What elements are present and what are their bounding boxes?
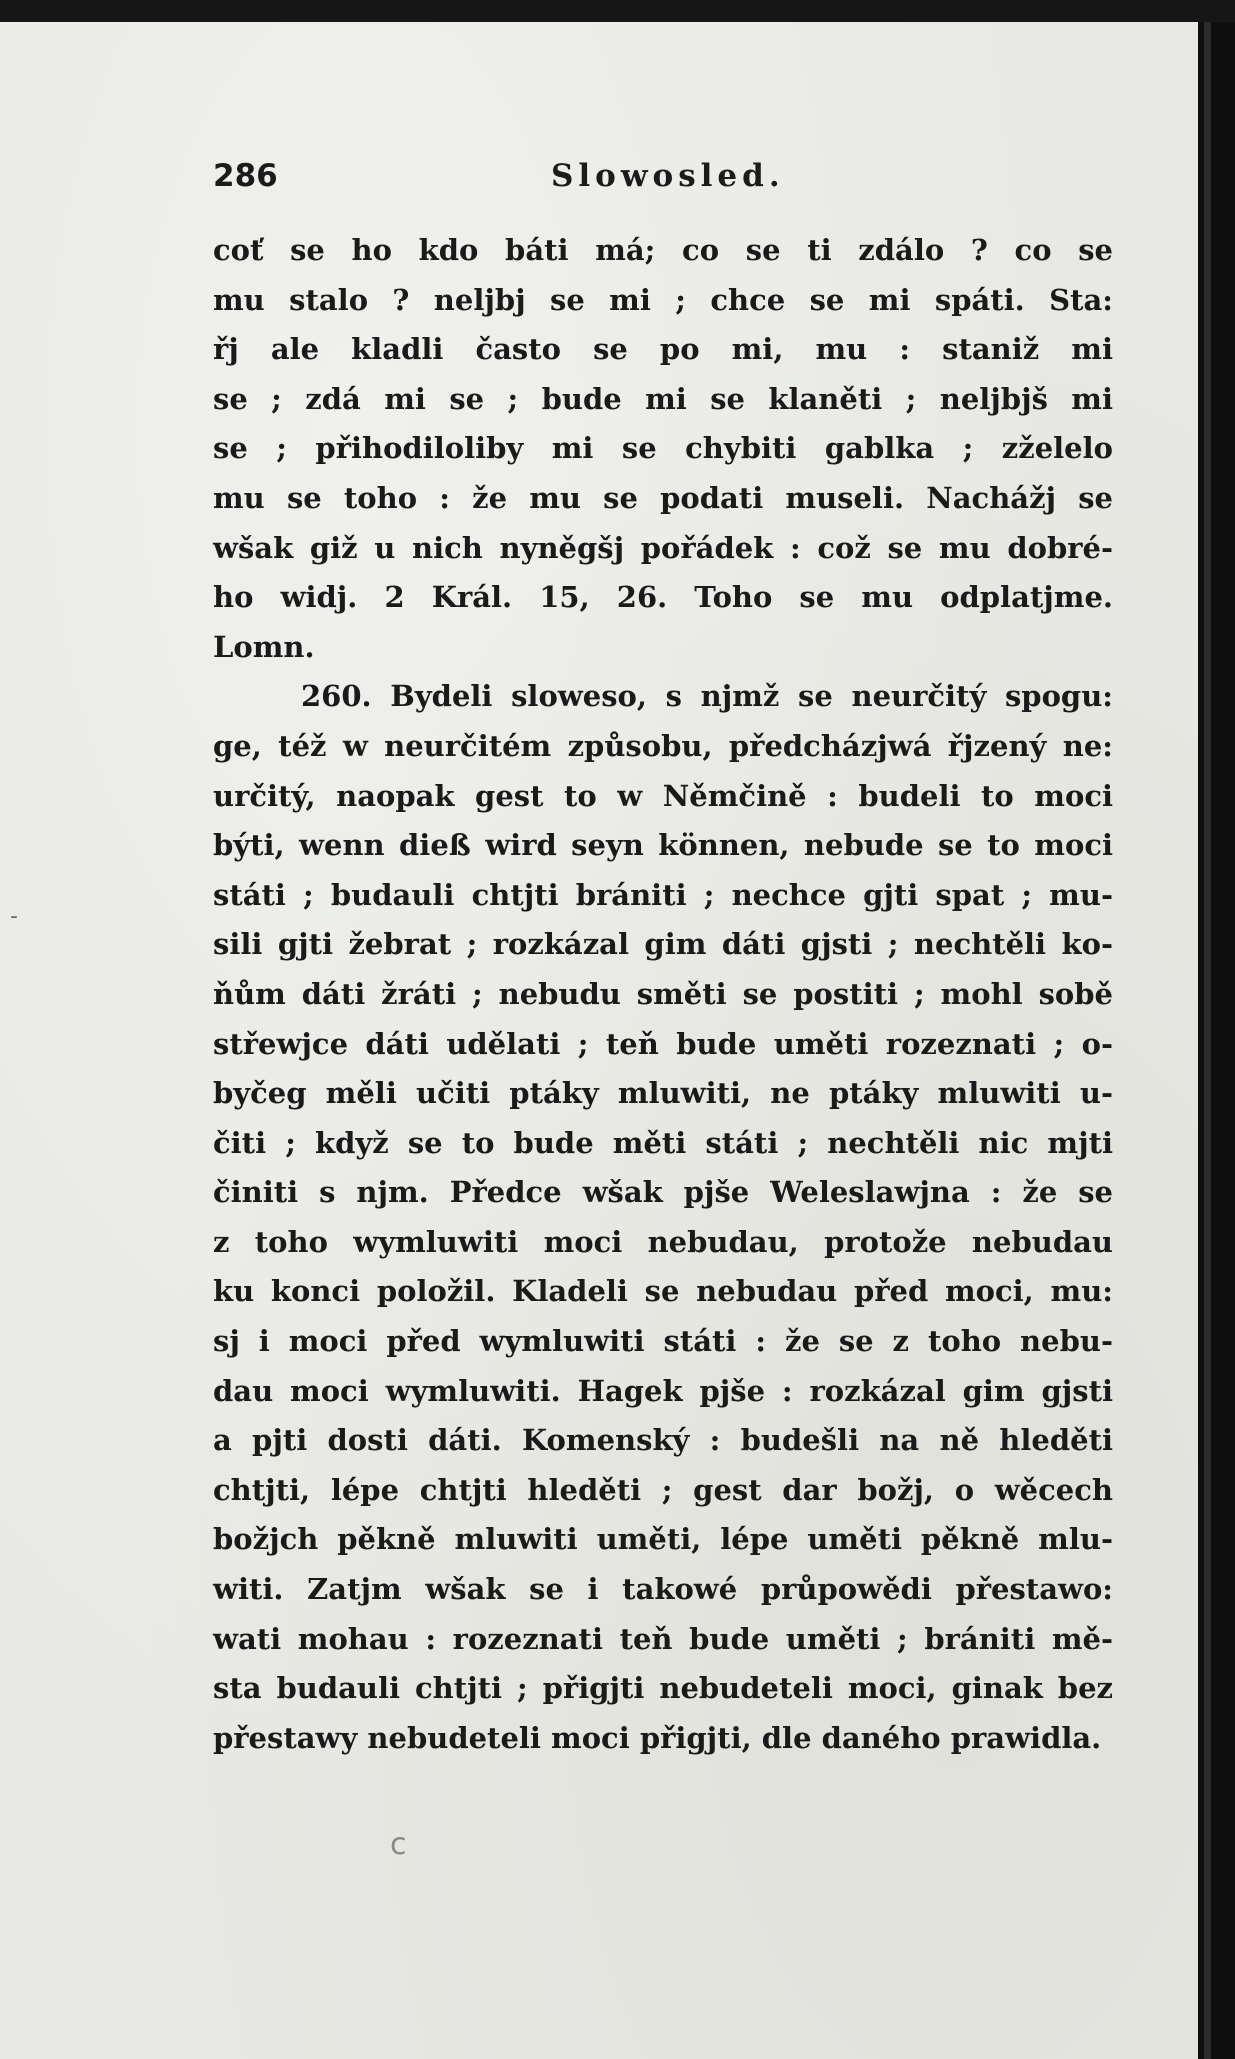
text-line: přestawy nebudeteli moci přigjti, dle daného prawidla. xyxy=(213,1720,1102,1755)
text-line: býti, wenn dieß wird seyn können, nebude se to moci xyxy=(213,828,1113,863)
text-line: čiti ; když se to bude měti státi ; nechtěli nic mjti xyxy=(213,1125,1113,1160)
bottom-smudge-mark: c xyxy=(390,1827,407,1862)
text-line: se ; zdá mi se ; bude mi se klaněti ; neljbjš mi xyxy=(213,381,1113,416)
text-line: a pjti dosti dáti. Komenský : budešli na ně hleděti xyxy=(213,1423,1113,1458)
text-line: činiti s njm. Předce wšak pjše Weleslawjna : že se xyxy=(213,1175,1113,1210)
body-text xyxy=(213,226,1113,1763)
text-line: ge, též w neurčitém způsobu, předcházjwá řjzený ne: xyxy=(213,728,1113,763)
text-line: sta budauli chtjti ; přigjti nebudeteli moci, ginak bez xyxy=(213,1671,1113,1706)
text-line: chtjti, lépe chtjti hleděti ; gest dar božj, o wěcech xyxy=(213,1472,1113,1507)
text-line: z toho wymluwiti moci nebudau, protože nebudau xyxy=(213,1224,1113,1259)
scan-right-border xyxy=(1198,22,1235,2059)
text-line: ho widj. 2 Král. 15, 26. Toho se mu odplatjme. xyxy=(213,580,1113,615)
text-line: byčeg měli učiti ptáky mluwiti, ne ptáky mluwiti u- xyxy=(213,1076,1113,1111)
text-line: se ; přihodiloliby mi se chybiti gablka ; zželelo xyxy=(213,431,1113,466)
paragraph-start-line: 260. Bydeli sloweso, s njmž se neurčitý spogu: xyxy=(301,679,1113,714)
page-header xyxy=(213,158,1113,204)
text-line: sj i moci před wymluwiti státi : že se z toho nebu- xyxy=(213,1324,1113,1359)
text-line: wšak giž u nich nyněgšj pořádek : což se mu dobré- xyxy=(213,530,1113,565)
text-line: sili gjti žebrat ; rozkázal gim dáti gjsti ; nechtěli ko- xyxy=(213,927,1113,962)
running-title: Slowosled. xyxy=(551,158,785,194)
text-line: ňům dáti žráti ; nebudu směti se postiti ; mohl sobě xyxy=(213,976,1113,1011)
text-line: witi. Zatjm wšak se i takowé průpowědi přestawo: xyxy=(213,1572,1113,1607)
margin-mark: - xyxy=(10,904,18,929)
text-line: mu stalo ? neljbj se mi ; chce se mi spáti. Sta: xyxy=(213,282,1113,317)
text-line: wati mohau : rozeznati teň bude uměti ; brániti mě- xyxy=(213,1621,1113,1656)
scan-right-border-edge xyxy=(1204,22,1211,2059)
text-line: řj ale kladli často se po mi, mu : staniž mi xyxy=(213,332,1113,367)
text-line: střewjce dáti udělati ; teň bude uměti rozeznati ; o- xyxy=(213,1026,1113,1061)
text-line: dau moci wymluwiti. Hagek pjše : rozkázal gim gjsti xyxy=(213,1373,1113,1408)
text-line: určitý, naopak gest to w Němčině : budeli to moci xyxy=(213,778,1113,813)
text-line: ku konci položil. Kladeli se nebudau před moci, mu: xyxy=(213,1274,1113,1309)
text-line: Lomn. xyxy=(213,629,315,664)
page-number: 286 xyxy=(213,158,278,194)
text-line: státi ; budauli chtjti brániti ; nechce gjti spat ; mu- xyxy=(213,877,1113,912)
text-line: božjch pěkně mluwiti uměti, lépe uměti pěkně mlu- xyxy=(213,1522,1113,1557)
text-line: coť se ho kdo báti má; co se ti zdálo ? co se xyxy=(213,233,1113,267)
scan-top-border xyxy=(0,0,1235,22)
text-line: mu se toho : že mu se podati museli. Nachážj se xyxy=(213,480,1113,515)
